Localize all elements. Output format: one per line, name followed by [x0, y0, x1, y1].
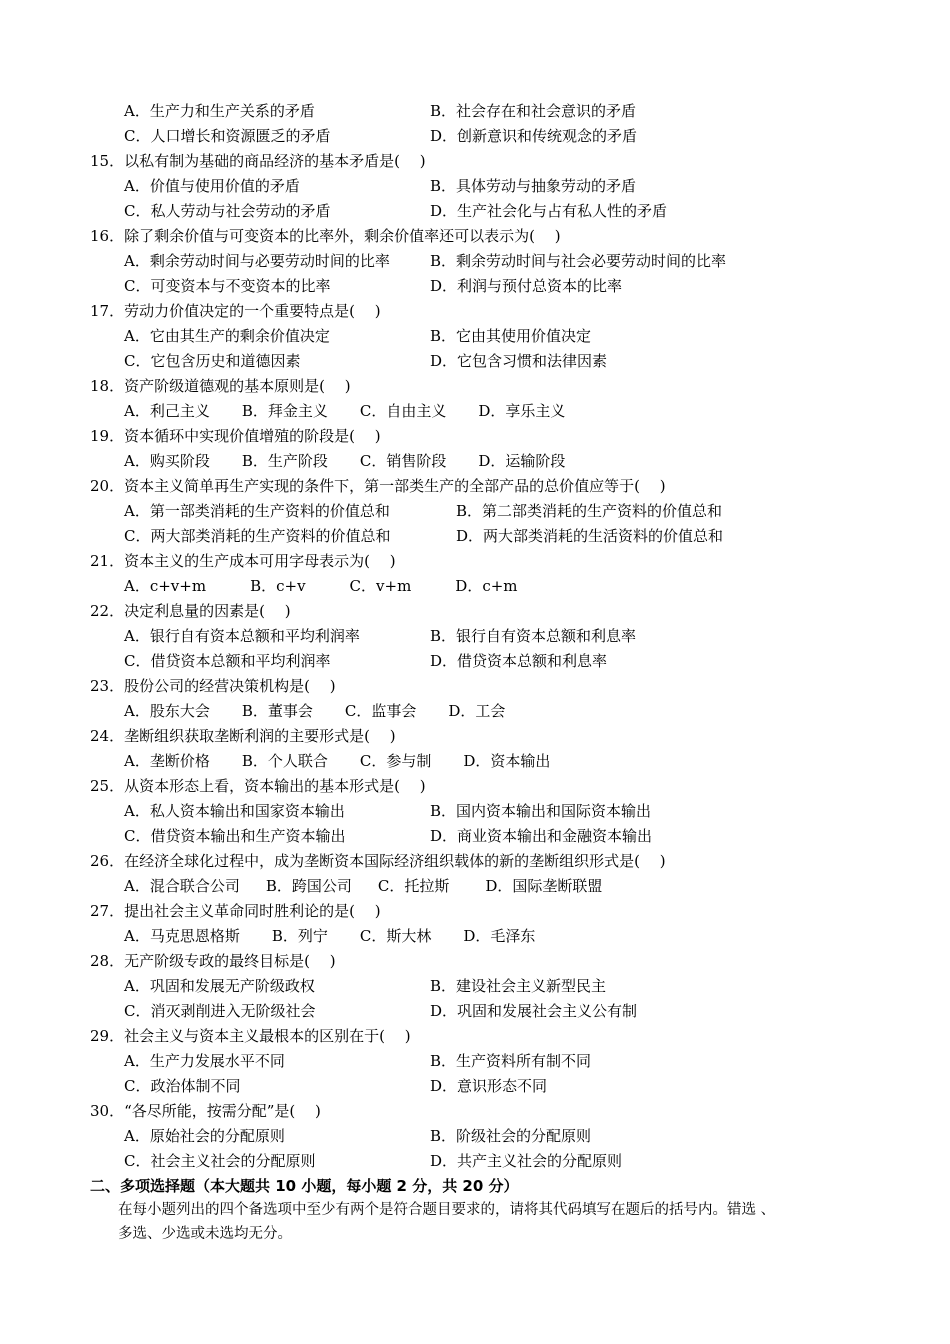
q17-option-c: C．它包含历史和道德因素 — [124, 352, 301, 370]
q24-option-b: B．个人联合 — [241, 752, 328, 770]
q18-options — [124, 399, 597, 423]
q25-option-c: C．借贷资本输出和生产资本输出 — [124, 827, 346, 845]
q30-option-a: A．原始社会的分配原则 — [124, 1127, 285, 1145]
q23-stem: 23．股份公司的经营决策机构是( ) — [90, 677, 336, 695]
q18-stem: 18．资产阶级道德观的基本原则是( ) — [90, 377, 351, 395]
q19-stem: 19．资本循环中实现价值增殖的阶段是( ) — [90, 427, 381, 445]
q29-option-b: B．生产资料所有制不同 — [430, 1052, 592, 1070]
q25-stem: 25．从资本形态上看，资本输出的基本形式是( ) — [90, 777, 426, 795]
q27-option-d: D．毛泽东 — [463, 927, 536, 945]
q15-option-b: B．具体劳动与抽象劳动的矛盾 — [430, 177, 637, 195]
q14-option-d: D．创新意识和传统观念的矛盾 — [430, 127, 638, 145]
q16-option-a: A．剩余劳动时间与必要劳动时间的比率 — [124, 252, 390, 270]
q25-option-b: B．国内资本输出和国际资本输出 — [430, 802, 652, 820]
q20-option-b: B．第二部类消耗的生产资料的价值总和 — [456, 502, 723, 520]
q26-option-a: A．混合联合公司 — [124, 877, 240, 895]
q26-options — [124, 874, 634, 898]
q29-option-a: A．生产力发展水平不同 — [124, 1052, 285, 1070]
q14-option-b: B．社会存在和社会意识的矛盾 — [430, 102, 637, 120]
q26-stem: 26．在经济全球化过程中，成为垄断资本国际经济组织载体的新的垄断组织形式是( ) — [90, 852, 666, 870]
q14-option-c: C．人口增长和资源匮乏的矛盾 — [124, 127, 331, 145]
q25-option-a: A．私人资本输出和国家资本输出 — [124, 802, 345, 820]
q20-option-c: C．两大部类消耗的生产资料的价值总和 — [124, 527, 391, 545]
q22-option-c: C．借贷资本总额和平均利润率 — [124, 652, 331, 670]
q16-option-b: B．剩余劳动时间与社会必要劳动时间的比率 — [430, 252, 727, 270]
q29-option-c: C．政治体制不同 — [124, 1077, 241, 1095]
q30-option-b: B．阶级社会的分配原则 — [430, 1127, 592, 1145]
q14-option-a: A．生产力和生产关系的矛盾 — [124, 102, 315, 120]
q29-option-d: D．意识形态不同 — [430, 1077, 548, 1095]
q27-option-b: B．列宁 — [271, 927, 328, 945]
q17-stem: 17．劳动力价值决定的一个重要特点是( ) — [90, 302, 381, 320]
q24-options — [124, 749, 582, 773]
q27-stem: 27．提出社会主义革命同时胜利论的是( ) — [90, 902, 381, 920]
q24-option-c: C．参与制 — [359, 752, 432, 770]
q21-option-b: B．c+v — [250, 577, 306, 595]
q27-option-c: C．斯大林 — [359, 927, 432, 945]
q15-option-c: C．私人劳动与社会劳动的矛盾 — [124, 202, 331, 220]
q23-option-c: C．监事会 — [344, 702, 417, 720]
q19-option-d: D．运输阶段 — [478, 452, 566, 470]
q30-option-c: C．社会主义社会的分配原则 — [124, 1152, 316, 1170]
q28-option-c: C．消灭剥削进入无阶级社会 — [124, 1002, 316, 1020]
q18-option-c: C．自由主义 — [359, 402, 447, 420]
q19-options — [124, 449, 597, 473]
q15-option-a: A．价值与使用价值的矛盾 — [124, 177, 300, 195]
q19-option-a: A．购买阶段 — [124, 452, 210, 470]
q19-option-b: B．生产阶段 — [241, 452, 328, 470]
q15-option-d: D．生产社会化与占有私人性的矛盾 — [430, 202, 668, 220]
q21-stem: 21．资本主义的生产成本可用字母表示为( ) — [90, 552, 396, 570]
q18-option-b: B．拜金主义 — [241, 402, 328, 420]
q17-option-a: A．它由其生产的剩余价值决定 — [124, 327, 330, 345]
q22-option-d: D．借贷资本总额和利息率 — [430, 652, 608, 670]
q26-option-b: B．跨国公司 — [265, 877, 352, 895]
q15-stem: 15．以私有制为基础的商品经济的基本矛盾是( ) — [90, 152, 426, 170]
q16-option-d: D．利润与预付总资本的比率 — [430, 277, 623, 295]
q28-option-b: B．建设社会主义新型民主 — [430, 977, 607, 995]
q22-stem: 22．决定利息量的因素是( ) — [90, 602, 291, 620]
q20-stem: 20．资本主义简单再生产实现的条件下，第一部类生产的全部产品的总价值应等于( ) — [90, 477, 666, 495]
q26-option-d: D．国际垄断联盟 — [485, 877, 603, 895]
q28-stem: 28．无产阶级专政的最终目标是( ) — [90, 952, 336, 970]
q26-option-c: C．托拉斯 — [377, 877, 450, 895]
q29-stem: 29．社会主义与资本主义最根本的区别在于( ) — [90, 1027, 411, 1045]
q20-option-d: D．两大部类消耗的生活资料的价值总和 — [456, 527, 724, 545]
q17-option-d: D．它包含习惯和法律因素 — [430, 352, 608, 370]
q30-stem: 30．“各尽所能，按需分配”是( ) — [90, 1102, 321, 1120]
q22-option-a: A．银行自有资本总额和平均利润率 — [124, 627, 360, 645]
q23-option-a: A．股东大会 — [124, 702, 210, 720]
q16-option-c: C．可变资本与不变资本的比率 — [124, 277, 331, 295]
q17-option-b: B．它由其使用价值决定 — [430, 327, 592, 345]
q18-option-d: D．享乐主义 — [478, 402, 566, 420]
q28-option-d: D．巩固和发展社会主义公有制 — [430, 1002, 638, 1020]
q27-option-a: A．马克思恩格斯 — [124, 927, 240, 945]
q30-option-d: D．共产主义社会的分配原则 — [430, 1152, 623, 1170]
q23-options — [124, 699, 537, 723]
q23-option-d: D．工会 — [448, 702, 506, 720]
section-2-instruction-line-1: 在每小题列出的四个备选项中至少有两个是符合题目要求的，请将其代码填写在题后的括号内。错选 、 — [118, 1202, 776, 1218]
q27-options — [124, 924, 567, 948]
q21-option-a: A．c+v+m — [124, 577, 207, 595]
q28-option-a: A．巩固和发展无产阶级政权 — [124, 977, 315, 995]
q16-stem: 16．除了剩余价值与可变资本的比率外，剩余价值率还可以表示为( ) — [90, 227, 561, 245]
section-2-heading: 二、多项选择题（本大题共 10 小题，每小题 2 分，共 20 分） — [90, 1177, 519, 1195]
q24-option-d: D．资本输出 — [463, 752, 551, 770]
q24-option-a: A．垄断价格 — [124, 752, 210, 770]
q21-options — [124, 574, 550, 598]
q20-option-a: A．第一部类消耗的生产资料的价值总和 — [124, 502, 390, 520]
section-2-instruction-line-2: 多选、少选或未选均无分。 — [118, 1226, 292, 1242]
q24-stem: 24．垄断组织获取垄断利润的主要形式是( ) — [90, 727, 396, 745]
q19-option-c: C．销售阶段 — [359, 452, 447, 470]
q22-option-b: B．银行自有资本总额和利息率 — [430, 627, 637, 645]
q21-option-c: C．v+m — [349, 577, 412, 595]
q25-option-d: D．商业资本输出和金融资本输出 — [430, 827, 653, 845]
q18-option-a: A．利己主义 — [124, 402, 210, 420]
q21-option-d: D．c+m — [455, 577, 518, 595]
q23-option-b: B．董事会 — [241, 702, 313, 720]
